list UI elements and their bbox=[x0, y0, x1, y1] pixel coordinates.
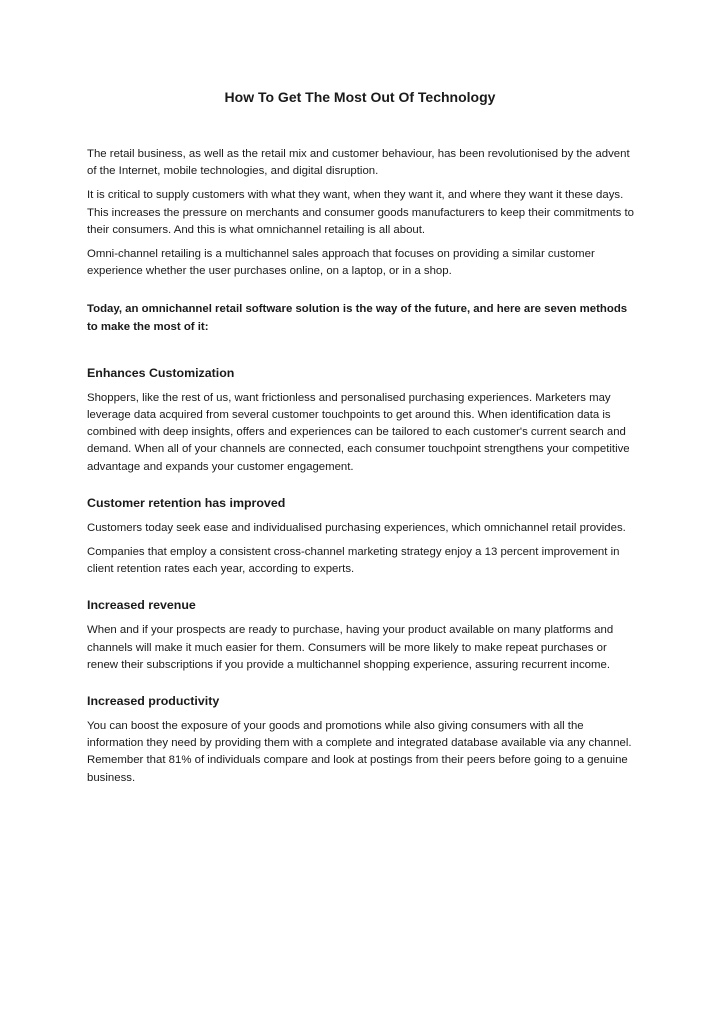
document-body bbox=[87, 146, 635, 787]
section-paragraph: Companies that employ a consistent cross-channel marketing strategy enjoy a 13 percent improvement in client retention rates each year, according to experts. bbox=[87, 546, 620, 576]
intro-paragraph-3: Omni-channel retailing is a multichannel sales approach that focuses on providing a similar customer experience whether the user purchases online, on a laptop, or in a shop. bbox=[87, 248, 595, 278]
intro-paragraph-1: The retail business, as well as the retail mix and customer behaviour, has been revolutionised by the advent of the Internet, mobile technologies, and digital disruption. bbox=[87, 148, 630, 178]
section-paragraph: You can boost the exposure of your goods and promotions while also giving consumers with all the information they need by providing them with a complete and integrated database available via any channel. Remember that 81% of individuals compare and look at postings from their peers before going to a genuine business. bbox=[87, 720, 632, 784]
intro-paragraph-2: It is critical to supply customers with what they want, when they want it, and where they want it these days. This increases the pressure on merchants and consumer goods manufacturers to keep their commitments to their consumers. And this is what omnichannel retailing is all about. bbox=[87, 189, 635, 236]
section-paragraph: Customers today seek ease and individualised purchasing experiences, which omnichannel retail provides. bbox=[87, 521, 626, 534]
section-heading-productivity: Increased productivity bbox=[87, 694, 220, 709]
section-paragraph: Shoppers, like the rest of us, want frictionless and personalised purchasing experiences. Marketers may leverage data acquired from several customer touchpoints to get around this. When identification data is combined with deep insights, offers and experiences can be tailored to each customer's current search and demand. When all of your channels are connected, each consumer touchpoint strengthens your competitive advantage and expands your customer engagement. bbox=[87, 391, 630, 473]
section-paragraph: When and if your prospects are ready to purchase, having your product available on many platforms and channels will make it much easier for them. Consumers will be more likely to make repeat purchases or renew their subscriptions if you provide a multichannel shopping experience, assuring recurrent income. bbox=[87, 624, 614, 671]
section-heading-revenue: Increased revenue bbox=[87, 598, 196, 613]
page-title: How To Get The Most Out Of Technology bbox=[224, 89, 496, 105]
lead-bold-paragraph: Today, an omnichannel retail software solution is the way of the future, and here are seven methods to make the most of it: bbox=[87, 303, 628, 333]
section-heading-customization: Enhances Customization bbox=[87, 365, 235, 380]
section-heading-retention: Customer retention has improved bbox=[87, 495, 286, 510]
